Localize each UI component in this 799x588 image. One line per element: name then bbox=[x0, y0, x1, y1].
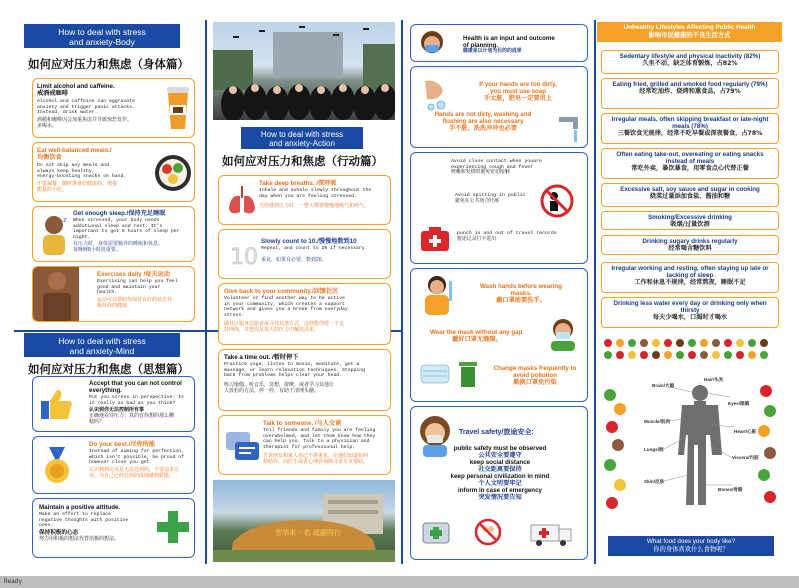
lifestyle-item-zh: 工作和休息不规律，经常熬夜，睡眠不足 bbox=[634, 279, 746, 286]
card-positive-attitude bbox=[32, 498, 195, 558]
meal-plate-icon bbox=[153, 149, 193, 195]
lifestyle-item-en: Sedentary lifestyle and physical inactivity (82%) bbox=[619, 53, 761, 60]
card-chinese: 不要漏餐，随时准备好健康的、增强 bbox=[37, 180, 118, 187]
washing-hands-person-icon bbox=[417, 273, 459, 317]
card-body: which isn't possible, be proud of bbox=[89, 454, 184, 460]
lifestyle-item-zh: 三餐饮食无规律，经常不吃早餐或深夜餐食，占78% bbox=[617, 130, 763, 137]
body-label-viscera: Viscera/内脏 bbox=[732, 455, 759, 460]
medical-kit-icon bbox=[419, 223, 451, 255]
item-text: Hands are not dirty, washing and bbox=[434, 111, 532, 118]
lifestyle-item-zh: 每天少喝水，口渴时才喝水 bbox=[652, 314, 728, 321]
card-chinese: 维持你的健康。 bbox=[97, 302, 133, 309]
plus-icon bbox=[155, 509, 191, 545]
item-chinese: 勤换口罩免污染 bbox=[513, 379, 557, 386]
travel-line: keep social distance bbox=[469, 459, 531, 466]
body-label-bones: Bones/骨骼 bbox=[718, 487, 743, 492]
card-body: Practice yoga, listen to music, meditate, get a bbox=[224, 362, 360, 367]
card-chinese: 当你感到压力时，一整天都要慢慢地吸气和呼气。 bbox=[259, 203, 370, 209]
card-body: Exercising can help you feel bbox=[97, 279, 178, 284]
body-header-line: and anxiety-Body bbox=[69, 37, 135, 47]
item-chinese: 咳嗽和发烧时避免密切接触 bbox=[451, 170, 510, 176]
card-chinese: 能量的小吃。 bbox=[37, 186, 68, 193]
action-header-line: and anxiety-Action bbox=[269, 139, 335, 148]
item-chinese: 戴口罩前要洗手。 bbox=[496, 297, 546, 304]
stone-inscription: 芳华未 · 名 砥砺同行 bbox=[275, 528, 341, 537]
card-body: can help you. Talk to a physician and bbox=[263, 439, 370, 444]
item-text: Change masks frequently to bbox=[493, 365, 577, 372]
card-body: anxiety and trigger panic attacks. bbox=[37, 104, 135, 110]
lifestyle-item-zh: 常吃外卖，暴饮暴食，用零食点心代替正餐 bbox=[631, 165, 749, 172]
card-talk-to-someone bbox=[218, 415, 391, 475]
card-body: stress. bbox=[224, 312, 245, 318]
card-title: Do your best./尽你所能 bbox=[89, 441, 156, 448]
card-time-out bbox=[218, 349, 391, 411]
item-chinese: 戴好口罩无缝隙。 bbox=[452, 336, 502, 343]
item-text: If your hands are too dirty, bbox=[479, 81, 557, 88]
card-enough-sleep bbox=[32, 206, 195, 262]
card-chinese: 每晚睡8小时很重要。 bbox=[73, 247, 121, 253]
item-chinese: 避免在公共场合吐痰 bbox=[455, 198, 500, 204]
card-chinese: 有压力时，身体需要额外的睡眠和休息。 bbox=[73, 241, 164, 247]
mind-title: 如何应对压力和焦虑（思想篇） bbox=[28, 362, 189, 376]
card-body: back from problems helps clear your head. bbox=[224, 373, 343, 378]
body-label-brain: Brain/大脑 bbox=[652, 383, 675, 388]
card-body: Repeat, and count to 20 if necessary. bbox=[261, 246, 368, 251]
travel-line: public safety must be observed bbox=[453, 445, 547, 452]
card-body: Instead, drink water. bbox=[37, 110, 98, 115]
card-body: good and maintain your bbox=[97, 284, 161, 290]
lifestyle-item-en: Irregular meals, often skipping breakfast or late-night meals (78%) bbox=[611, 116, 769, 130]
no-spitting-icon bbox=[539, 183, 575, 219]
card-chinese: 运动可以帮助你保持良好的状态并 bbox=[97, 296, 173, 303]
card-chinese: 重复，如果有必要，数到20。 bbox=[261, 256, 327, 263]
lifestyle-item bbox=[601, 297, 779, 328]
phone-chat-icon bbox=[223, 426, 261, 464]
travel-line: 个人文明要牢记 bbox=[478, 480, 522, 487]
lifestyle-item-en: Drinking less water every day or drinking only when thirsty bbox=[613, 300, 767, 314]
top-margin bbox=[0, 0, 799, 20]
card-accept bbox=[32, 376, 195, 432]
card-title: Limit alcohol and caffeine. bbox=[37, 83, 115, 90]
item-chinese: 旅途记录打卡进出 bbox=[457, 236, 497, 242]
card-chinese: 多喝水。 bbox=[37, 122, 58, 129]
item-chinese: 手太脏，肥皂一定要用上 bbox=[483, 95, 553, 102]
surgical-mask-icon bbox=[417, 357, 453, 391]
card-body: in your community, which creates a support bbox=[224, 301, 345, 307]
card-body: always keep healthy, bbox=[37, 168, 95, 174]
column-separator bbox=[401, 20, 403, 564]
travel-line: inform in case of emergency bbox=[458, 487, 542, 494]
lungs-icon bbox=[227, 186, 257, 216]
card-body: Alcohol and caffeine can aggravate bbox=[37, 99, 135, 104]
card-title: Give back to your community./回馈社区 bbox=[224, 288, 339, 295]
card-chinese: 保持积极的心态 bbox=[39, 529, 79, 536]
card-exercise bbox=[32, 266, 195, 322]
card-community bbox=[218, 283, 391, 345]
lifestyle-item bbox=[601, 235, 779, 255]
card-title: Eat well-balanced meals./ bbox=[37, 147, 112, 154]
travel-line: 突发情况要告知 bbox=[478, 494, 522, 501]
card-body: Do not skip any meals and bbox=[37, 163, 109, 168]
lifestyle-item bbox=[601, 148, 779, 179]
lifestyle-item-en: Excessive salt, soy sauce and sugar in cooking bbox=[620, 186, 760, 193]
travel-line: 公共安全要遵守 bbox=[478, 452, 522, 459]
svg-text:10: 10 bbox=[230, 245, 258, 268]
body-label-heart: Heart/心脏 bbox=[734, 429, 757, 434]
card-body: it really as bad as you think? bbox=[89, 400, 176, 406]
card-limit-alcohol bbox=[32, 78, 195, 138]
card-chinese: 人放松的方法，停一停，有助于清理头脑。 bbox=[224, 387, 320, 394]
lifestyle-item-zh: 经常喝含糖饮料 bbox=[668, 245, 712, 252]
card-deep-breaths bbox=[218, 175, 391, 225]
campus-stone-photo bbox=[213, 480, 395, 562]
lifestyle-item bbox=[601, 50, 779, 74]
svg-text:z: z bbox=[63, 216, 67, 224]
item-text: of planning. bbox=[463, 42, 499, 49]
card-body: therapist for professional help. bbox=[263, 444, 356, 450]
travel-line: 社交距离要保持 bbox=[478, 466, 522, 473]
column-separator bbox=[205, 20, 207, 564]
card-count-to-ten bbox=[218, 229, 391, 279]
status-text: Ready bbox=[4, 578, 23, 585]
card-title: Talk to someone. /与人交谈 bbox=[263, 420, 342, 427]
card-chinese: 认识到到完美是无法达到的，不要追求完 bbox=[89, 466, 180, 473]
card-chinese: 酒精和咖啡因会加重焦虑并导致惊恐发作。 bbox=[37, 116, 133, 123]
body-header bbox=[24, 24, 180, 48]
person-wearing-mask-icon bbox=[545, 317, 583, 351]
lifestyle-header-line: 影响市民健康的不良生活方式 bbox=[648, 32, 731, 39]
card-body: overwhelmed, and let them know how they bbox=[263, 433, 376, 439]
first-aid-kit-icon bbox=[421, 517, 451, 547]
card-chinese: 持网络，并把你从每天的压力中解放出来。 bbox=[224, 327, 320, 333]
number-ten-icon bbox=[229, 242, 259, 268]
card-title: Get enough sleep./保持充足睡眠 bbox=[73, 210, 166, 217]
card-body: Tell friends and family you are feeling bbox=[263, 428, 376, 433]
item-text: Avoid spitting in public bbox=[455, 193, 526, 198]
thumbs-up-icon bbox=[39, 387, 73, 421]
ambulance-icon bbox=[529, 519, 573, 547]
food-footer-line: What food does your body like? bbox=[646, 538, 736, 545]
body-label-skin: Skin/皮肤 bbox=[644, 479, 665, 484]
item-text: you must use soap bbox=[489, 88, 547, 95]
card-chinese: 努力用积极的想法代替消极的想法。 bbox=[39, 535, 120, 542]
item-chinese: 手不脏，洗洗冲冲也必要 bbox=[448, 125, 518, 132]
travel-line: keep personal civilization in mind bbox=[450, 473, 550, 480]
action-header-line: How to deal with stress bbox=[260, 130, 344, 139]
card-balanced-meals bbox=[32, 142, 195, 202]
card-body: health. bbox=[97, 290, 118, 295]
item-text: flushing are also necessary bbox=[442, 118, 524, 125]
action-header bbox=[241, 127, 363, 149]
lifestyle-item-zh: 久坐不动，缺乏体育锻炼，占82% bbox=[642, 60, 738, 67]
graduation-crowd-image bbox=[213, 22, 395, 120]
item-text: experiencing cough and fever bbox=[451, 164, 534, 170]
card-body: important to get 8 hours of sleep per bbox=[73, 229, 180, 234]
card-title: 戒酒戒咖啡 bbox=[37, 90, 68, 97]
card-body: network and gives you a break from everyday bbox=[224, 307, 348, 312]
lifestyle-item bbox=[601, 113, 779, 144]
food-footer-line: 你的身体喜欢什么食物呢？ bbox=[653, 545, 729, 553]
item-text: masks. bbox=[510, 290, 532, 297]
lifestyle-item bbox=[601, 211, 779, 230]
card-title: Accept that you can not control bbox=[89, 380, 182, 387]
coffee-cup-icon bbox=[165, 85, 191, 131]
soap-hands-icon bbox=[419, 77, 449, 113]
trash-bin-icon bbox=[457, 359, 479, 389]
lifestyle-item bbox=[601, 78, 779, 109]
card-title: Slowly count to 10./慢慢地数到10 bbox=[261, 238, 357, 245]
card-chinese: 告诉朋友和家人你已不堪重负，让他们知道如何 bbox=[263, 453, 369, 459]
card-body: Put you stress in perspective: Is bbox=[89, 395, 184, 400]
card-title: Take deep breaths. /深呼吸 bbox=[259, 180, 337, 187]
lifestyle-item-en: Smoking/Excessive drinking bbox=[648, 214, 732, 221]
card-chinese: 帮助你。向医生或者心理咨询师寻求专业帮助。 bbox=[263, 459, 369, 465]
card-title: 均衡饮食 bbox=[37, 154, 62, 161]
card-chinese: 练习瑜伽，听音乐，冥想，按摩，或者学习其他让 bbox=[224, 381, 335, 388]
card-body: massage, or learn relaxation techniques. Stepping bbox=[224, 367, 366, 373]
mind-header-line: How to deal with stress bbox=[58, 336, 146, 346]
item-text: Avoid close contact when youare bbox=[451, 159, 542, 164]
faucet-icon bbox=[555, 113, 585, 145]
card-body: Volunteer or find another way to be active bbox=[224, 296, 345, 301]
lifestyle-item-en: Eating fried, grilled and smoked food regularly (79%) bbox=[612, 81, 768, 88]
body-header-line: How to deal with stress bbox=[58, 27, 146, 37]
card-chinese: 正确地看待压力：真的有你想的那么糟 bbox=[89, 413, 175, 419]
mind-header-line: and anxiety-Mind bbox=[69, 346, 135, 356]
masked-person-icon bbox=[417, 29, 447, 59]
card-travel-safety bbox=[410, 406, 588, 560]
item-text: Wash hands before wearing bbox=[480, 283, 562, 290]
item-text: punch in and out of travel records bbox=[457, 231, 557, 236]
lifestyle-header-line: Unhealthy Lifestyles Affecting Public Health bbox=[623, 24, 756, 31]
item-text: Wear the mask without any gap. bbox=[429, 329, 525, 336]
card-chinese: 糕吗？ bbox=[89, 419, 105, 425]
campus-stone-image bbox=[213, 480, 395, 562]
medal-icon bbox=[39, 447, 75, 485]
card-do-your-best bbox=[32, 436, 195, 494]
food-icons-grid bbox=[600, 335, 780, 535]
card-body: When stressed, your body needs bbox=[73, 218, 160, 223]
card-chinese: 认识到你无法控制所有事 bbox=[89, 407, 145, 413]
lifestyle-item-zh: 烧菜过量添加食盐、酱油和糖 bbox=[649, 193, 731, 200]
card-hand-washing bbox=[410, 66, 588, 148]
card-body: Make an effort to replace bbox=[39, 512, 111, 517]
lifestyle-item bbox=[601, 183, 779, 207]
lifestyle-header bbox=[597, 22, 782, 42]
item-chinese: 健康是以计划为目的的成果 bbox=[463, 49, 522, 54]
lifestyle-item-en: Drinking sugary drinks regularly bbox=[642, 238, 738, 245]
card-title: Maintain a positive attitude. bbox=[39, 504, 121, 511]
card-body: ones. bbox=[39, 523, 54, 528]
item-text: Health is an input and outcome bbox=[463, 35, 555, 42]
card-body: night. bbox=[73, 234, 91, 240]
lifestyle-item-zh: 吸烟/过量饮酒 bbox=[670, 221, 710, 228]
no-crowd-icon bbox=[473, 517, 503, 547]
sleeping-person-icon bbox=[37, 213, 71, 257]
card-title: Take a time out. /暂时停下 bbox=[224, 354, 299, 361]
card-chinese: 美，为自己已经达到的成绩感到骄傲。 bbox=[89, 472, 175, 479]
exercising-person-icon bbox=[33, 267, 79, 322]
lifestyle-item-en: Often eating take-out, overeating or eating snacks instead of meals bbox=[616, 151, 764, 165]
card-body: Instead of aiming for perfection, bbox=[89, 449, 184, 454]
food-footer bbox=[608, 536, 774, 556]
card-body: however close you get. bbox=[89, 460, 153, 465]
lifestyle-item-zh: 经常吃油炸、烧烤和熏食品，占79% bbox=[639, 88, 741, 95]
card-body: energy-boosting snacks on hand. bbox=[37, 174, 127, 179]
card-body: additional sleep and rest. It's bbox=[73, 223, 163, 229]
card-body: day when you are feeling stressed. bbox=[259, 193, 357, 199]
card-body: Inhale and exhale slowly throughout the bbox=[259, 188, 372, 193]
card-title: everything. bbox=[89, 387, 123, 394]
card-title: Exercises daily /每天运动 bbox=[97, 271, 170, 278]
body-label-lungs: Lungs/肺 bbox=[644, 447, 664, 452]
travel-safety-title: Travel safety/旅途安全: bbox=[459, 429, 534, 436]
food-body-diagram bbox=[600, 335, 780, 535]
card-mask-usage bbox=[410, 268, 588, 402]
mind-header bbox=[24, 333, 180, 357]
lifestyle-item bbox=[601, 262, 779, 293]
body-label-muscle: Muscle/肌肉 bbox=[644, 419, 671, 424]
item-text: avoid pollution bbox=[513, 372, 557, 379]
card-travel-records bbox=[410, 152, 588, 264]
body-title: 如何应对压力和焦虑（身体篇） bbox=[28, 57, 189, 71]
card-chinese: 做社区服务志愿者或寻找其他方式，这样能创建一个支 bbox=[224, 321, 345, 327]
body-label-eyes: Eyes/眼睛 bbox=[728, 401, 750, 406]
lifestyle-item-en: Irregular working and resting, often staying up late or lacking of sleep bbox=[611, 265, 769, 279]
card-body: negative thoughts with positive bbox=[39, 517, 129, 523]
body-label-hair: Hair/头发 bbox=[704, 377, 724, 382]
status-bar bbox=[0, 576, 799, 588]
graduation-photo bbox=[213, 22, 395, 120]
card-health-planning bbox=[410, 24, 588, 62]
column-separator bbox=[594, 20, 596, 564]
action-title: 如何应对压力和焦虑（行动篇） bbox=[222, 154, 383, 168]
